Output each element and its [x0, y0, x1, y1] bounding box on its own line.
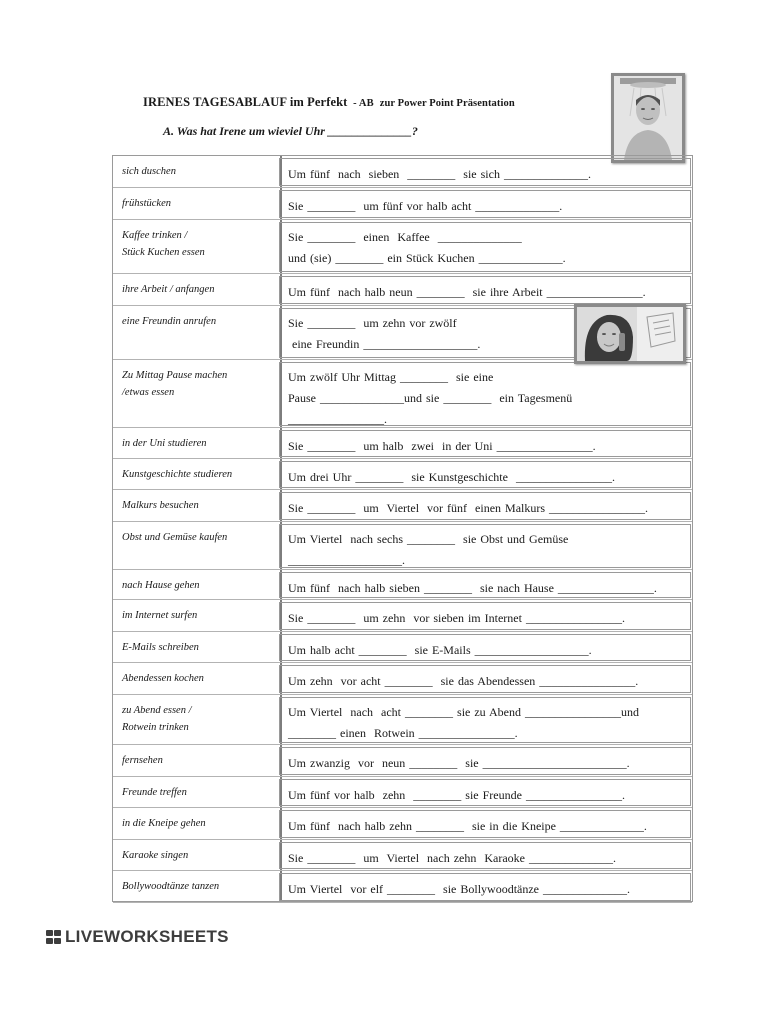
table-row	[113, 840, 692, 871]
activity-cell: in der Uni studieren	[122, 438, 207, 449]
activity-cell: nach Hause gehen	[122, 580, 200, 591]
sentence-text: Um drei Uhr ________ sie Kunstgeschichte ________________.	[288, 470, 615, 484]
table-row	[113, 871, 692, 903]
table-row	[113, 632, 692, 663]
sentence-text: Um Viertel nach sechs ________ sie Obst und Gemüse ___________________.	[288, 532, 569, 567]
table-row	[113, 274, 692, 306]
worksheet-title	[143, 95, 583, 110]
activity-cell: ihre Arbeit / anfangen	[122, 284, 215, 295]
sentence-text: Sie ________ um Viertel nach zehn Karaoke ______________.	[288, 851, 616, 865]
activity-cell: Zu Mittag Pause machen /etwas essen	[122, 370, 228, 398]
activity-cell: frühstücken	[122, 198, 171, 209]
activity-table	[112, 155, 693, 902]
table-row	[113, 428, 692, 459]
table-row	[113, 745, 692, 777]
irene-shower-photo	[611, 73, 685, 163]
activity-cell: Abendessen kochen	[122, 673, 204, 684]
sentence-text: Um zwanzig vor neun ________ sie ________________________.	[288, 756, 630, 770]
table-row	[113, 188, 692, 220]
sentence-text: Um zehn vor acht ________ sie das Abendessen ________________.	[288, 674, 639, 688]
sentence-text: Um fünf nach halb neun ________ sie ihre Arbeit ________________.	[288, 285, 646, 299]
liveworksheets-logo-icon	[46, 930, 63, 945]
activity-cell: Malkurs besuchen	[122, 500, 199, 511]
sentence-text: Um Viertel vor elf ________ sie Bollywoodtänze ______________.	[288, 882, 631, 896]
table-row	[113, 808, 692, 840]
sentence-text: Um halb acht ________ sie E-Mails ___________________.	[288, 643, 592, 657]
activity-cell: sich duschen	[122, 166, 176, 177]
table-row	[113, 777, 692, 808]
activity-cell: in die Kneipe gehen	[122, 818, 206, 829]
activity-cell: zu Abend essen / Rotwein trinken	[122, 705, 192, 733]
table-row	[113, 459, 692, 490]
sentence-text: Um fünf vor halb zehn ________ sie Freunde ________________.	[288, 788, 625, 802]
table-row	[113, 220, 692, 274]
title-main: IRENES TAGESABLAUF im Perfekt	[143, 95, 348, 109]
sentence-text: Sie ________ um Viertel vor fünf einen Malkurs ________________.	[288, 501, 649, 515]
table-row	[113, 490, 692, 522]
activity-cell: fernsehen	[122, 755, 163, 766]
table-row	[113, 663, 692, 695]
sentence-text: Sie ________ um zehn vor zwölf eine Freundin ___________________.	[288, 316, 481, 351]
title-ab: - AB	[350, 98, 374, 109]
activity-cell: eine Freundin anrufen	[122, 316, 217, 327]
sentence-text: Sie ________ einen Kaffee ______________ und (sie) ________ ein Stück Kuchen ______________.	[288, 230, 566, 265]
sentence-text: Sie ________ um halb zwei in der Uni ________________.	[288, 439, 596, 453]
sentence-text: Um fünf nach halb sieben ________ sie nach Hause ________________.	[288, 581, 657, 595]
activity-cell: Kaffee trinken / Stück Kuchen essen	[122, 230, 205, 258]
activity-cell: E-Mails schreiben	[122, 642, 199, 653]
activity-cell: Freunde treffen	[122, 787, 187, 798]
table-row	[113, 360, 692, 428]
liveworksheets-logo	[46, 927, 229, 947]
table-row	[113, 695, 692, 745]
activity-cell: Obst und Gemüse kaufen	[122, 532, 228, 543]
activity-cell: Bollywoodtänze tanzen	[122, 881, 220, 892]
irene-phone-photo	[574, 304, 686, 364]
table-row	[113, 600, 692, 632]
table-row	[113, 570, 692, 600]
sentence-text: Um fünf nach sieben ________ sie sich ______________.	[288, 167, 591, 181]
activity-cell: Kunstgeschichte studieren	[122, 469, 233, 480]
table-row	[113, 156, 692, 188]
table-row	[113, 522, 692, 570]
title-rest: zur Power Point Präsentation	[379, 98, 515, 109]
sentence-text: Um fünf nach halb zehn ________ sie in die Kneipe ______________.	[288, 819, 647, 833]
sentence-text: Sie ________ um fünf vor halb acht ______________.	[288, 199, 563, 213]
activity-cell: Karaoke singen	[122, 850, 189, 861]
brand-name: LIVEWORKSHEETS	[65, 927, 229, 946]
sentence-text: Um Viertel nach acht ________ sie zu Abend ________________und ________ einen Rotwein ________________.	[288, 705, 640, 740]
sentence-text: Um zwölf Uhr Mittag ________ sie eine Pause ______________und sie ________ ein Tagesmenü ________________.	[288, 370, 573, 426]
sentence-text: Sie ________ um zehn vor sieben im Internet ________________.	[288, 611, 625, 625]
activity-cell: im Internet surfen	[122, 610, 198, 621]
task-question: A. Was hat Irene um wieviel Uhr ______________?	[163, 124, 418, 138]
